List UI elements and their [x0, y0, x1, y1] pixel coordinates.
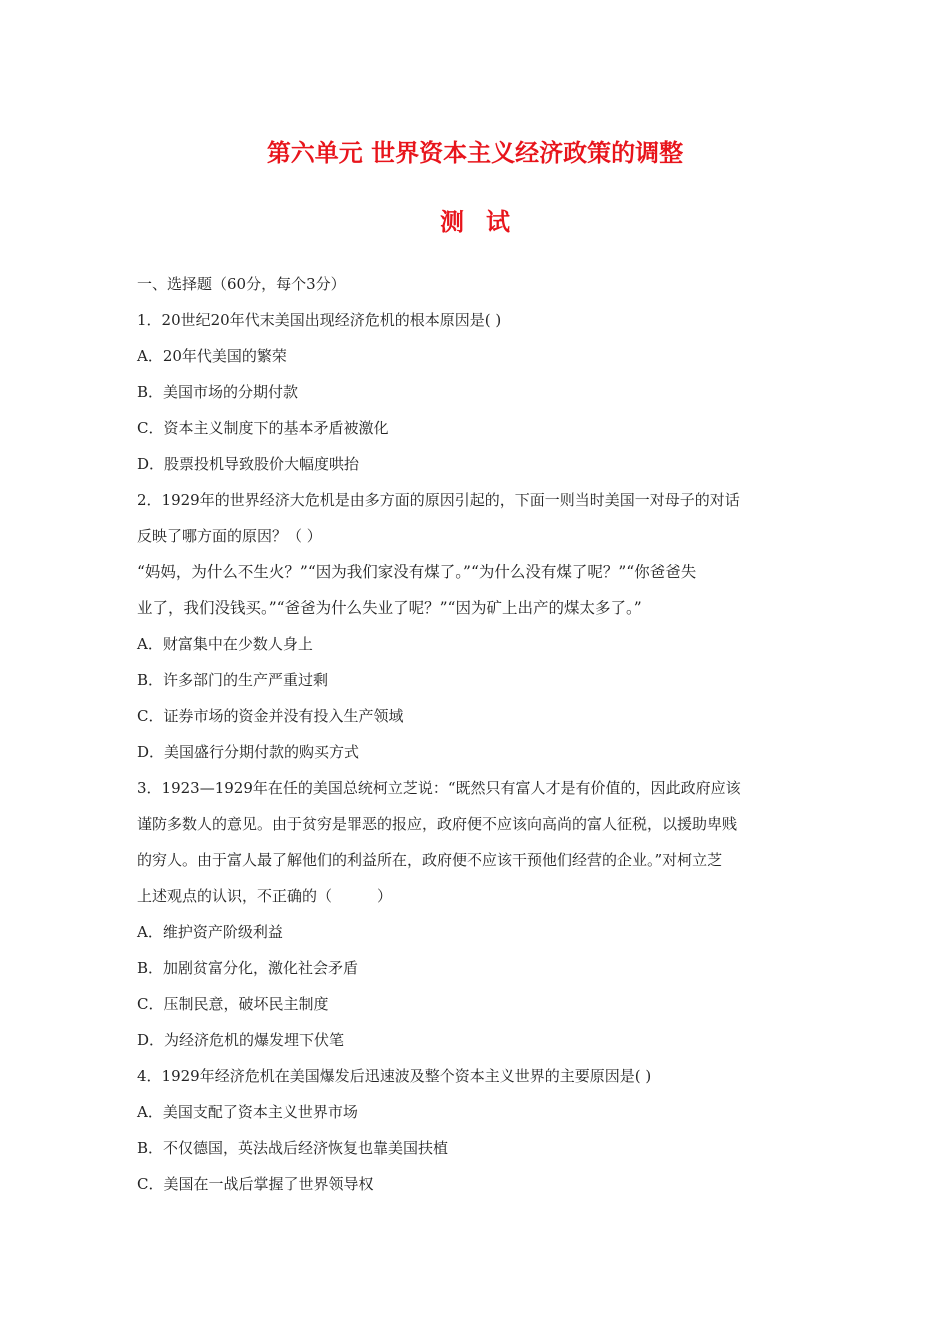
- option-c: C．资本主义制度下的基本矛盾被激化: [137, 419, 389, 437]
- option-b: B．加剧贫富分化，激化社会矛盾: [137, 959, 359, 977]
- question-stem: 1．20世纪20年代末美国出现经济危机的根本原因是( ): [137, 311, 502, 329]
- question-stem-cont: 反映了哪方面的原因？（ ）: [137, 527, 322, 545]
- question-1: [137, 302, 817, 482]
- question-stem: 3．1923—1929年在任的美国总统柯立芝说：“既然只有富人才是有价值的，因此政府应该: [137, 779, 741, 797]
- question-quote-cont: 业了，我们没钱买。”“爸爸为什么失业了呢？”“因为矿上出产的煤太多了。”: [137, 599, 642, 617]
- question-stem-cont: 的穷人。由于富人最了解他们的利益所在，政府便不应该干预他们经营的企业。”对柯立芝: [137, 851, 723, 869]
- option-b: B．不仅德国，英法战后经济恢复也靠美国扶植: [137, 1139, 449, 1157]
- option-d: D．为经济危机的爆发埋下伏笔: [137, 1031, 345, 1049]
- question-quote: “妈妈，为什么不生火？”“因为我们家没有煤了。”“为什么没有煤了呢？”“你爸爸失: [137, 563, 697, 581]
- option-c: C．美国在一战后掌握了世界领导权: [137, 1175, 374, 1193]
- question-stem-cont: 谨防多数人的意见。由于贫穷是罪恶的报应，政府便不应该向高尚的富人征税，以援助卑贱: [137, 815, 738, 833]
- question-stem: 2．1929年的世界经济大危机是由多方面的原因引起的，下面一则当时美国一对母子的对话: [137, 491, 740, 509]
- question-4: [137, 1058, 817, 1202]
- option-d: D．美国盛行分期付款的购买方式: [137, 743, 360, 761]
- option-a: A．维护资产阶级利益: [137, 923, 283, 941]
- section-heading: 一、选择题（60分，每个3分）: [137, 275, 346, 293]
- option-c: C．证券市场的资金并没有投入生产领域: [137, 707, 404, 725]
- option-b: B．美国市场的分期付款: [137, 383, 299, 401]
- question-stem: 4．1929年经济危机在美国爆发后迅速波及整个资本主义世界的主要原因是( ): [137, 1067, 652, 1085]
- option-a: A．20年代美国的繁荣: [137, 347, 287, 365]
- question-3: [137, 770, 817, 1058]
- option-c: C．压制民意，破坏民主制度: [137, 995, 329, 1013]
- document-body: [137, 266, 817, 1202]
- question-2: [137, 482, 817, 770]
- option-a: A．美国支配了资本主义世界市场: [137, 1103, 358, 1121]
- document-subtitle: 测试: [440, 208, 532, 236]
- document-title: 第六单元 世界资本主义经济政策的调整: [266, 139, 684, 167]
- option-d: D．股票投机导致股价大幅度哄抬: [137, 455, 360, 473]
- option-b: B．许多部门的生产严重过剩: [137, 671, 329, 689]
- option-a: A．财富集中在少数人身上: [137, 635, 313, 653]
- question-stem-cont: 上述观点的认识，不正确的（ ）: [137, 887, 393, 905]
